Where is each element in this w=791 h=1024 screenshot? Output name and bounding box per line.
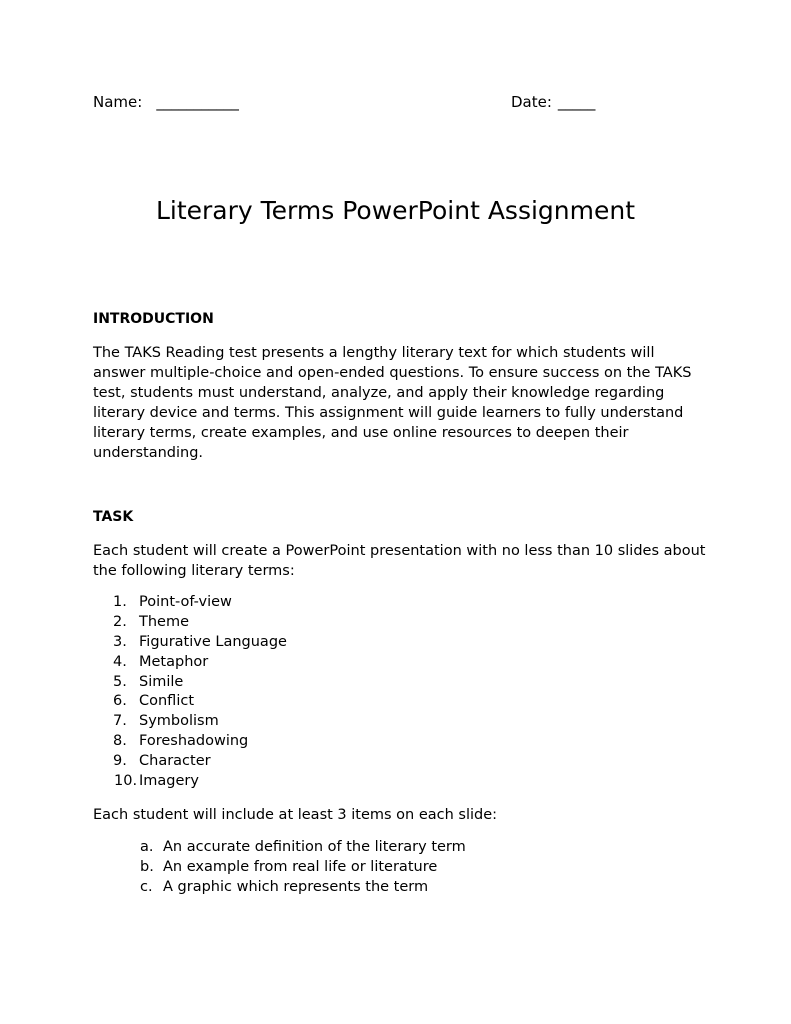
- paragraph-line: test, students must understand, analyze, and apply their knowledge regarding: [93, 385, 665, 401]
- date-blank: _____: [557, 93, 596, 111]
- date-field: [511, 93, 595, 111]
- list-number: 2.: [113, 613, 127, 630]
- list-number: 8.: [113, 733, 127, 750]
- list-item-text: Theme: [139, 613, 190, 630]
- list-item-text: Figurative Language: [139, 633, 287, 650]
- list-number: 9.: [113, 753, 127, 770]
- introduction-heading: INTRODUCTION: [93, 311, 214, 327]
- list-number: 5.: [113, 673, 127, 690]
- paragraph-line: The TAKS Reading test presents a lengthy literary text for which students will: [93, 345, 655, 361]
- list-number: 1.: [113, 594, 127, 610]
- task-heading: TASK: [93, 509, 134, 525]
- slide-items-intro: [93, 805, 713, 825]
- list-item-text: Character: [139, 753, 211, 770]
- list-item-text: Point-of-view: [139, 594, 232, 610]
- list-item-text: Symbolism: [139, 713, 219, 730]
- list-item-text: An example from real life or literature: [163, 859, 438, 875]
- paragraph-line: Each student will include at least 3 items on each slide:: [93, 807, 498, 823]
- name-blank: ___________: [156, 93, 239, 111]
- list-number: 10.: [114, 773, 138, 790]
- list-item-text: Conflict: [139, 693, 195, 710]
- list-item-text: A graphic which represents the term: [163, 879, 429, 895]
- list-item-text: Foreshadowing: [139, 733, 249, 750]
- introduction-paragraph: [93, 343, 713, 463]
- page-title: Literary Terms PowerPoint Assignment: [155, 196, 636, 225]
- paragraph-line: literary device and terms. This assignment will guide learners to fully understand: [93, 405, 684, 421]
- paragraph-line: answer multiple-choice and open-ended questions. To ensure success on the TAKS: [93, 365, 692, 381]
- list-letter: a.: [140, 839, 154, 855]
- paragraph-line: literary terms, create examples, and use online resources to deepen their: [93, 425, 629, 441]
- list-number: 4.: [113, 653, 127, 670]
- list-item-text: An accurate definition of the literary term: [163, 839, 466, 855]
- name-field: [93, 93, 239, 111]
- list-item-text: Imagery: [139, 773, 199, 790]
- name-label: Name:: [93, 93, 143, 111]
- date-label: Date:: [511, 93, 552, 111]
- list-item-text: Metaphor: [139, 653, 209, 670]
- list-letter: c.: [140, 879, 153, 895]
- list-letter: b.: [140, 859, 154, 875]
- paragraph-line: Each student will create a PowerPoint presentation with no less than 10 slides about: [93, 543, 706, 559]
- paragraph-line: understanding.: [93, 445, 204, 461]
- task-paragraph: [93, 541, 713, 581]
- list-number: 7.: [113, 713, 127, 730]
- list-item-text: Simile: [139, 673, 184, 690]
- list-number: 3.: [113, 633, 127, 650]
- paragraph-line: the following literary terms:: [93, 563, 295, 579]
- list-number: 6.: [113, 693, 127, 710]
